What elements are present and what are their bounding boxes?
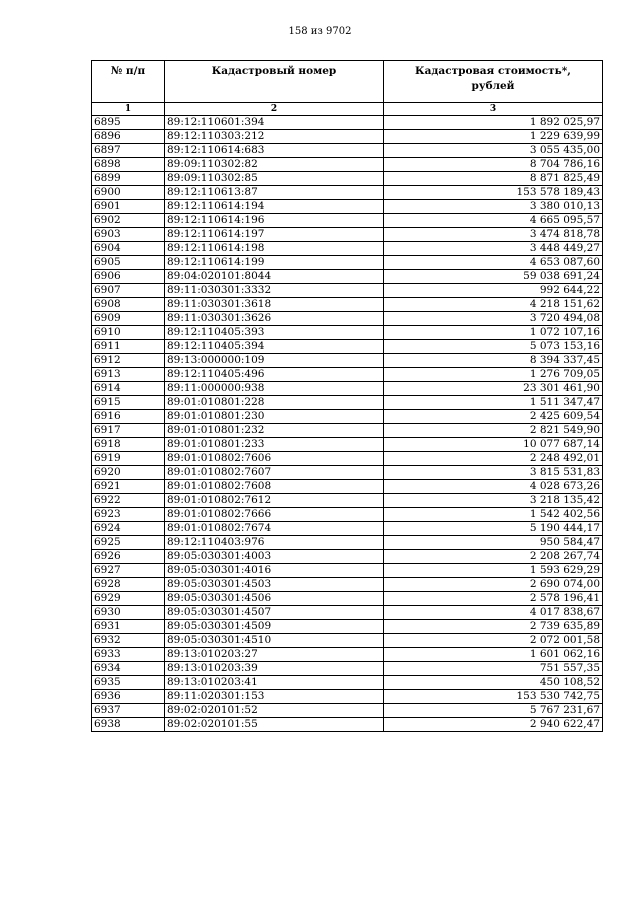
cadastral-number: 89:01:010802:7607 [165,466,384,480]
table-row [92,228,603,242]
cadastral-number: 89:02:020101:52 [165,704,384,718]
row-number: 6934 [92,662,165,676]
column-number-3: 3 [384,103,603,116]
cadastral-value: 8 394 337,45 [384,354,603,368]
table-row [92,284,603,298]
row-number: 6917 [92,424,165,438]
cadastral-value: 2 208 267,74 [384,550,603,564]
row-number: 6936 [92,690,165,704]
table-header [92,61,603,116]
row-number: 6929 [92,592,165,606]
cadastral-value: 2 578 196,41 [384,592,603,606]
cadastral-value: 4 653 087,60 [384,256,603,270]
table-row [92,508,603,522]
cadastral-value: 2 821 549,90 [384,424,603,438]
cadastral-number: 89:12:110403:976 [165,536,384,550]
cadastral-number: 89:01:010801:232 [165,424,384,438]
table-row [92,606,603,620]
cadastral-value: 2 248 492,01 [384,452,603,466]
cadastral-value: 992 644,22 [384,284,603,298]
cadastral-number: 89:12:110405:393 [165,326,384,340]
column-header-number: № п/п [92,61,165,103]
cadastral-value: 10 077 687,14 [384,438,603,452]
cadastral-number: 89:13:000000:109 [165,354,384,368]
row-number: 6905 [92,256,165,270]
cadastral-value: 1 072 107,16 [384,326,603,340]
cadastral-number: 89:09:110302:85 [165,172,384,186]
cadastral-value: 3 218 135,42 [384,494,603,508]
cadastral-number: 89:12:110601:394 [165,116,384,130]
cadastral-number: 89:13:010203:39 [165,662,384,676]
cadastral-value: 1 892 025,97 [384,116,603,130]
cadastral-number: 89:11:020301:153 [165,690,384,704]
cadastral-value: 2 072 001,58 [384,634,603,648]
row-number: 6923 [92,508,165,522]
cadastral-number: 89:01:010802:7666 [165,508,384,522]
row-number: 6897 [92,144,165,158]
row-number: 6922 [92,494,165,508]
table-row [92,382,603,396]
cadastral-value: 59 038 691,24 [384,270,603,284]
row-number: 6910 [92,326,165,340]
table-row [92,270,603,284]
table-row [92,172,603,186]
row-number: 6898 [92,158,165,172]
cadastral-number: 89:01:010802:7608 [165,480,384,494]
cadastral-number: 89:04:020101:8044 [165,270,384,284]
table-row [92,340,603,354]
table-row [92,634,603,648]
column-header-cadastral-value [384,61,603,103]
row-number: 6906 [92,270,165,284]
row-number: 6928 [92,578,165,592]
cadastral-number: 89:12:110614:194 [165,200,384,214]
cadastral-value: 3 055 435,00 [384,144,603,158]
cadastral-value: 1 593 629,29 [384,564,603,578]
table-row [92,214,603,228]
table-row [92,368,603,382]
column-number-row [92,103,603,116]
cadastral-value: 3 815 531,83 [384,466,603,480]
table-row [92,536,603,550]
row-number: 6901 [92,200,165,214]
cadastral-value: 153 578 189,43 [384,186,603,200]
cadastral-value: 1 601 062,16 [384,648,603,662]
row-number: 6909 [92,312,165,326]
cadastral-value: 5 073 153,16 [384,340,603,354]
row-number: 6930 [92,606,165,620]
cadastral-value: 4 017 838,67 [384,606,603,620]
row-number: 6931 [92,620,165,634]
cadastral-number: 89:12:110614:198 [165,242,384,256]
table-row [92,396,603,410]
cadastral-number: 89:12:110405:394 [165,340,384,354]
row-number: 6926 [92,550,165,564]
table-row [92,550,603,564]
cadastral-number: 89:05:030301:4509 [165,620,384,634]
cadastral-number: 89:11:030301:3332 [165,284,384,298]
cadastral-number: 89:05:030301:4016 [165,564,384,578]
row-number: 6904 [92,242,165,256]
cadastral-number: 89:05:030301:4503 [165,578,384,592]
cadastral-value: 2 739 635,89 [384,620,603,634]
cadastral-table [91,60,603,732]
row-number: 6918 [92,438,165,452]
cadastral-number: 89:12:110613:87 [165,186,384,200]
table-row [92,662,603,676]
table-row [92,424,603,438]
cadastral-value: 3 474 818,78 [384,228,603,242]
row-number: 6907 [92,284,165,298]
cadastral-value: 23 301 461,90 [384,382,603,396]
table-row [92,452,603,466]
row-number: 6903 [92,228,165,242]
cadastral-number: 89:11:030301:3618 [165,298,384,312]
row-number: 6921 [92,480,165,494]
cadastral-value: 1 229 639,99 [384,130,603,144]
cadastral-number: 89:13:010203:27 [165,648,384,662]
cadastral-value: 2 425 609,54 [384,410,603,424]
table-row [92,648,603,662]
cadastral-value: 4 028 673,26 [384,480,603,494]
column-header-cadastral-number: Кадастровый номер [165,61,384,103]
cadastral-value: 1 542 402,56 [384,508,603,522]
row-number: 6927 [92,564,165,578]
header-row [92,61,603,103]
cadastral-number: 89:01:010801:230 [165,410,384,424]
cadastral-value: 450 108,52 [384,676,603,690]
cadastral-value: 4 665 095,57 [384,214,603,228]
cadastral-number: 89:13:010203:41 [165,676,384,690]
cadastral-value: 2 940 622,47 [384,718,603,732]
table-row [92,354,603,368]
table-row [92,480,603,494]
column-number-1: 1 [92,103,165,116]
cadastral-number: 89:05:030301:4507 [165,606,384,620]
row-number: 6899 [92,172,165,186]
row-number: 6915 [92,396,165,410]
cadastral-value: 4 218 151,62 [384,298,603,312]
table-row [92,494,603,508]
cadastral-value: 153 530 742,75 [384,690,603,704]
table-row [92,522,603,536]
cadastral-number: 89:05:030301:4003 [165,550,384,564]
cadastral-number: 89:01:010802:7674 [165,522,384,536]
row-number: 6896 [92,130,165,144]
table-row [92,564,603,578]
row-number: 6914 [92,382,165,396]
row-number: 6913 [92,368,165,382]
row-number: 6925 [92,536,165,550]
row-number: 6920 [92,466,165,480]
cadastral-value: 8 704 786,16 [384,158,603,172]
table-row [92,200,603,214]
table-row [92,592,603,606]
cadastral-number: 89:09:110302:82 [165,158,384,172]
cadastral-number: 89:11:030301:3626 [165,312,384,326]
cadastral-number: 89:01:010801:233 [165,438,384,452]
row-number: 6911 [92,340,165,354]
cadastral-number: 89:12:110303:212 [165,130,384,144]
table-row [92,718,603,732]
cadastral-value: 1 511 347,47 [384,396,603,410]
table-row [92,130,603,144]
row-number: 6932 [92,634,165,648]
cadastral-number: 89:12:110614:199 [165,256,384,270]
cadastral-value: 8 871 825,49 [384,172,603,186]
row-number: 6916 [92,410,165,424]
table-row [92,704,603,718]
row-number: 6895 [92,116,165,130]
cadastral-value: 3 380 010,13 [384,200,603,214]
table-row [92,466,603,480]
cadastral-number: 89:02:020101:55 [165,718,384,732]
cadastral-value: 5 767 231,67 [384,704,603,718]
cadastral-value: 751 557,35 [384,662,603,676]
table-body [92,116,603,732]
table-row [92,144,603,158]
cadastral-number: 89:12:110614:683 [165,144,384,158]
cadastral-value: 3 720 494,08 [384,312,603,326]
row-number: 6908 [92,298,165,312]
page-indicator: 158 из 9702 [288,26,352,37]
table-row [92,186,603,200]
cadastral-number: 89:05:030301:4510 [165,634,384,648]
row-number: 6919 [92,452,165,466]
cadastral-value: 3 448 449,27 [384,242,603,256]
row-number: 6924 [92,522,165,536]
cadastral-number: 89:12:110405:496 [165,368,384,382]
cadastral-number: 89:01:010801:228 [165,396,384,410]
cadastral-number: 89:05:030301:4506 [165,592,384,606]
cadastral-value: 950 584,47 [384,536,603,550]
cadastral-number: 89:11:000000:938 [165,382,384,396]
table-row [92,242,603,256]
table-row [92,620,603,634]
table-row [92,298,603,312]
cadastral-value: 1 276 709,05 [384,368,603,382]
table-row [92,578,603,592]
cadastral-value: 5 190 444,17 [384,522,603,536]
column-number-2: 2 [165,103,384,116]
row-number: 6900 [92,186,165,200]
table-row [92,312,603,326]
table-row [92,158,603,172]
column-header-cadastral-value-text: Кадастровая стоимость*, рублей [415,65,571,92]
row-number: 6935 [92,676,165,690]
row-number: 6938 [92,718,165,732]
table-row [92,438,603,452]
row-number: 6933 [92,648,165,662]
table-row [92,116,603,130]
row-number: 6937 [92,704,165,718]
table-row [92,410,603,424]
table-row [92,676,603,690]
cadastral-number: 89:01:010802:7606 [165,452,384,466]
row-number: 6902 [92,214,165,228]
cadastral-value: 2 690 074,00 [384,578,603,592]
table-row [92,690,603,704]
table-row [92,256,603,270]
row-number: 6912 [92,354,165,368]
cadastral-number: 89:01:010802:7612 [165,494,384,508]
table-row [92,326,603,340]
cadastral-number: 89:12:110614:197 [165,228,384,242]
cadastral-number: 89:12:110614:196 [165,214,384,228]
